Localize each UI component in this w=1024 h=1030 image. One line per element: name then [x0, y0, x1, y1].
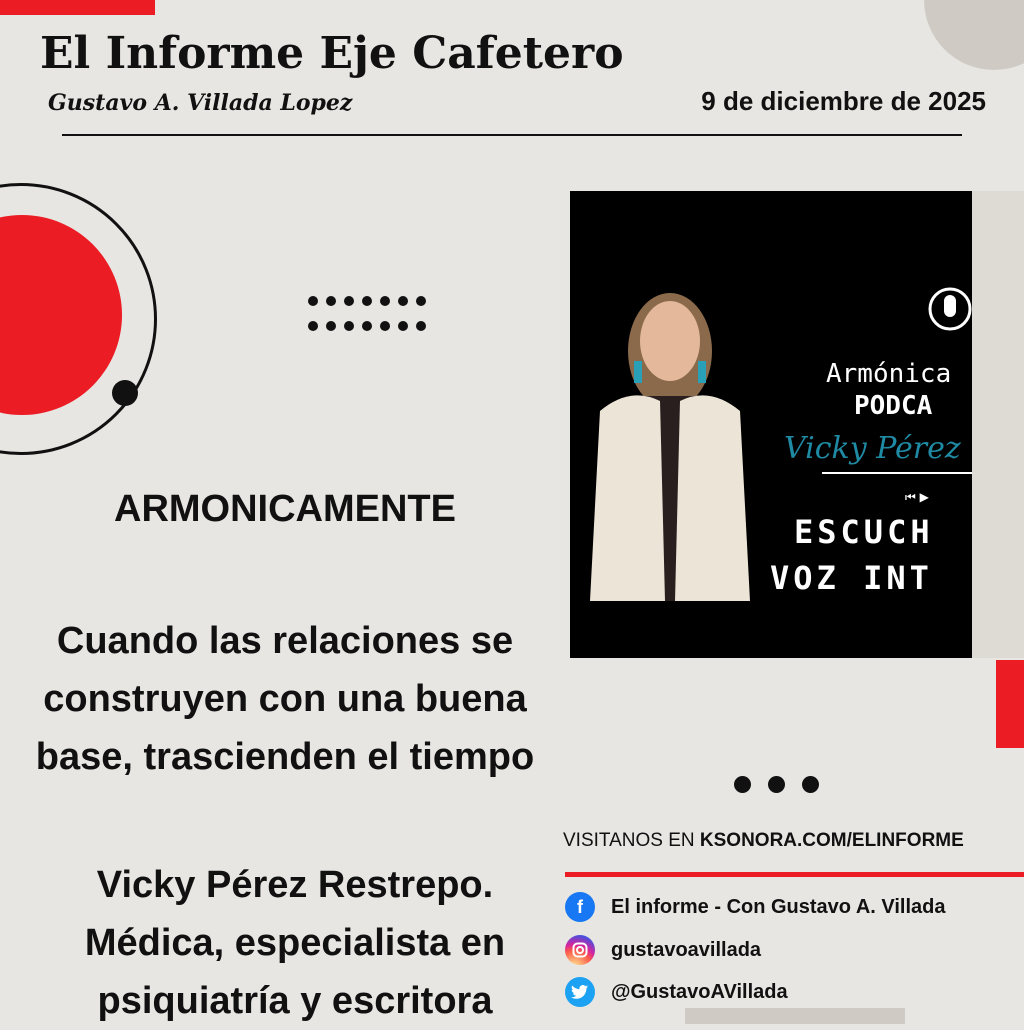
social-label: @GustavoAVillada	[611, 980, 788, 1003]
visit-prefix: VISITANOS EN	[563, 830, 700, 851]
visit-line	[563, 830, 964, 852]
podcast-brand: Armónica	[826, 359, 952, 389]
social-facebook[interactable]	[565, 892, 946, 922]
visit-url-link[interactable]: KSONORA.COM/ELINFORME	[699, 830, 964, 851]
podcast-signature: Vicky Pérez	[784, 431, 961, 466]
social-label: gustavoavillada	[611, 938, 762, 961]
header-divider	[62, 134, 962, 136]
headline-line: Cuando las relaciones se	[56, 620, 514, 662]
decor-three-dots	[734, 776, 819, 793]
social-instagram[interactable]	[565, 935, 761, 965]
decor-dot-grid	[308, 296, 434, 331]
byline-line: Vicky Pérez Restrepo.	[96, 864, 494, 906]
instagram-icon	[565, 935, 595, 965]
twitter-icon	[565, 977, 595, 1007]
byline-line: Médica, especialista en	[84, 922, 506, 964]
podcast-label: PODCA	[854, 391, 933, 421]
photo-side-strip	[972, 191, 1024, 658]
podcast-photo	[570, 191, 972, 658]
social-label: El informe - Con Gustavo A. Villada	[611, 895, 946, 918]
bottom-decor-bar	[685, 1008, 905, 1024]
headline	[0, 612, 570, 786]
podcast-cta-line1: ESCUCH	[794, 513, 934, 551]
author-byline	[0, 856, 590, 1030]
podcast-cta-line2: VOZ INT	[770, 559, 933, 597]
byline-line: psiquiatría y escritora	[97, 980, 493, 1022]
headline-line: base, trascienden el tiempo	[35, 736, 535, 778]
corner-decor-circle	[924, 0, 1024, 70]
social-twitter[interactable]	[565, 977, 788, 1007]
svg-text:⏮ ▶: ⏮ ▶	[905, 490, 929, 504]
facebook-icon: f	[565, 892, 595, 922]
footer-red-line	[565, 872, 1024, 877]
decor-red-rect	[996, 660, 1024, 748]
masthead-title: El Informe Eje Cafetero	[40, 28, 624, 79]
decor-black-dot	[112, 380, 138, 406]
masthead-author: Gustavo A. Villada Lopez	[48, 90, 353, 116]
headline-line: construyen con una buena	[43, 678, 527, 720]
top-red-bar	[0, 0, 155, 15]
publication-date: 9 de diciembre de 2025	[701, 86, 986, 116]
section-kicker: ARMONICAMENTE	[114, 488, 456, 530]
